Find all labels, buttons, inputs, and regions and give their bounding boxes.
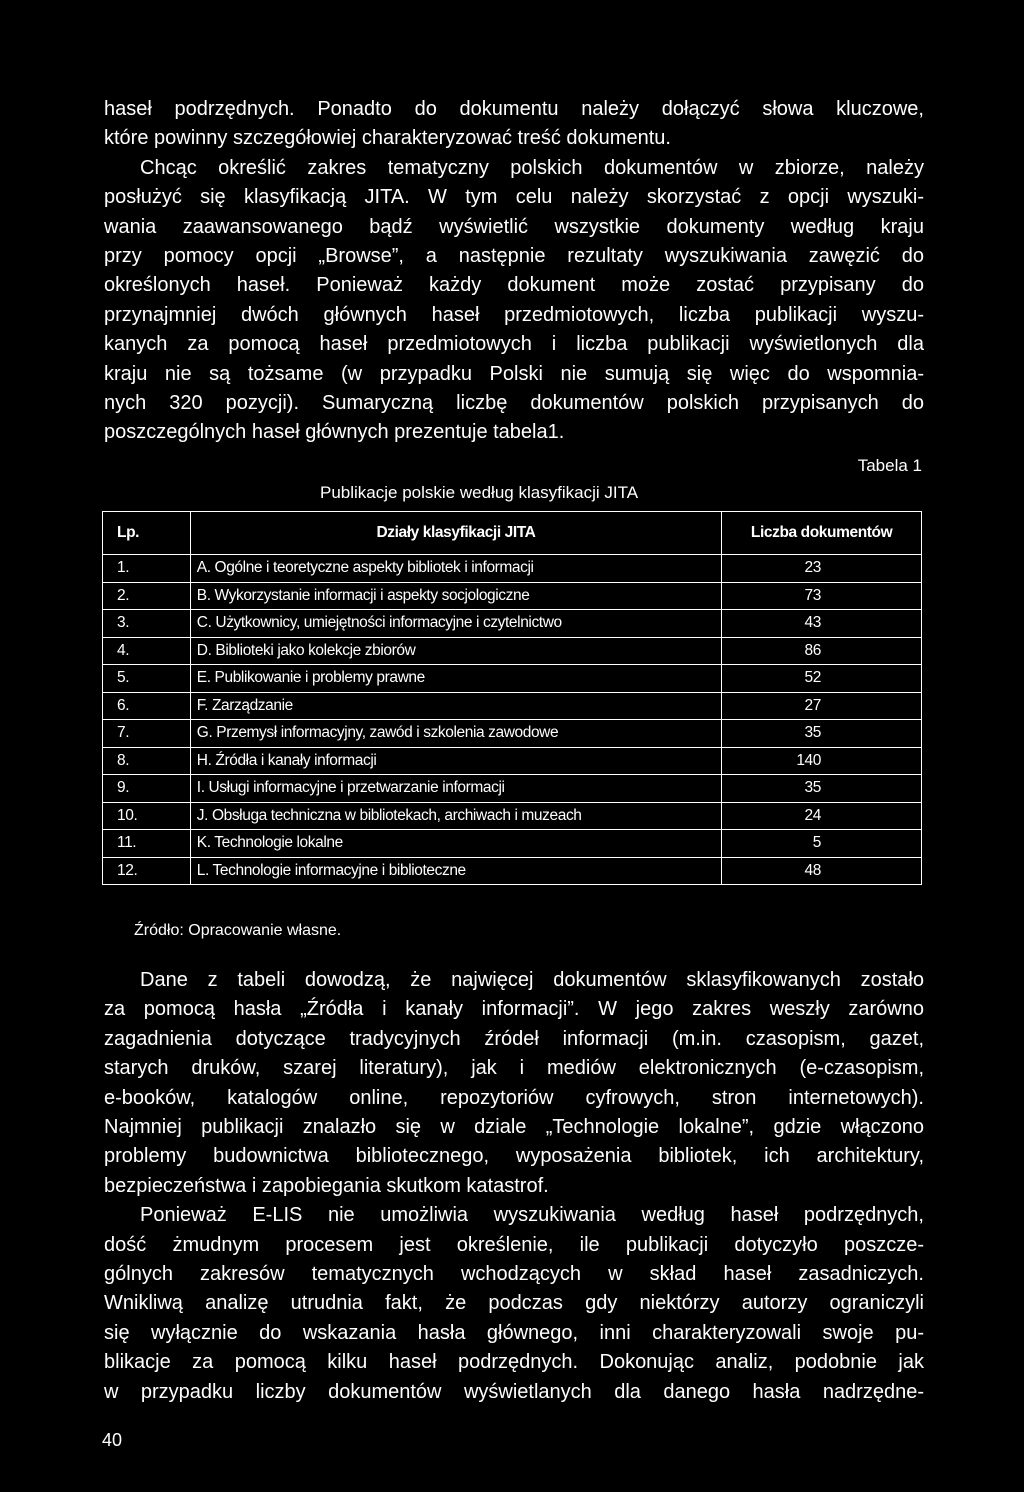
cell-liczba: 24	[722, 802, 922, 830]
cell-lp: 4.	[103, 637, 191, 665]
cell-dzial: I. Usługi informacyjne i przetwarzanie informacji	[190, 775, 721, 803]
cell-dzial: D. Biblioteki jako kolekcje zbiorów	[190, 637, 721, 665]
cell-dzial: A. Ogólne i teoretyczne aspekty bibliotek i informacji	[190, 555, 721, 583]
cell-liczba: 52	[722, 665, 922, 693]
text-line: kraju nie są tożsame (w przypadku Polski nie sumują się więc do wspomnia-	[104, 362, 924, 385]
text-line: przynajmniej dwóch głównych haseł przedmiotowych, liczba publikacji wyszu-	[104, 303, 924, 326]
cell-liczba: 48	[722, 857, 922, 885]
text-line: zagadnienia dotyczące tradycyjnych źródeł informacji (m.in. czasopism, gazet,	[104, 1027, 924, 1050]
text-line: blikacje za pomocą kilku haseł podrzędnych. Dokonując analiz, podobnie jak	[104, 1351, 924, 1374]
text-line: nych 320 pozycji). Sumaryczną liczbę dokumentów polskich przypisanych do	[104, 392, 924, 415]
text-line: Dane z tabeli dowodzą, że najwięcej dokumentów sklasyfikowanych zostało	[140, 969, 924, 991]
cell-liczba: 35	[722, 720, 922, 748]
cell-lp: 5.	[103, 665, 191, 693]
cell-liczba: 86	[722, 637, 922, 665]
cell-lp: 3.	[103, 610, 191, 638]
cell-liczba: 5	[722, 830, 922, 858]
table-number-label: Tabela 1	[857, 456, 922, 475]
table-row	[103, 720, 922, 748]
cell-dzial: C. Użytkownicy, umiejętności informacyjne i czytelnictwo	[190, 610, 721, 638]
table-row	[103, 555, 922, 583]
cell-lp: 9.	[103, 775, 191, 803]
text-line: problemy budownictwa bibliotecznego, wyposażenia bibliotek, ich architektury,	[104, 1145, 924, 1168]
table-row	[103, 747, 922, 775]
cell-liczba: 73	[722, 582, 922, 610]
text-line: za pomocą hasła „Źródła i kanały informacji”. W jego zakres weszły zarówno	[104, 998, 924, 1021]
cell-dzial: H. Źródła i kanały informacji	[190, 747, 721, 775]
cell-lp: 2.	[103, 582, 191, 610]
table-row	[103, 830, 922, 858]
cell-liczba: 27	[722, 692, 922, 720]
text-line: starych druków, szarej literatury), jak i mediów elektronicznych (e-czasopism,	[104, 1057, 924, 1080]
table-title: Publikacje polskie według klasyfikacji JITA	[320, 483, 639, 502]
page-number: 40	[102, 1430, 123, 1450]
text-line: kanych za pomocą haseł przedmiotowych i liczba publikacji wyświetlonych dla	[104, 333, 924, 356]
text-line: bezpieczeństwa i zapobiegania skutkom katastrof.	[104, 1174, 549, 1197]
text-line: posłużyć się klasyfikacją JITA. W tym celu należy skorzystać z opcji wyszuki-	[104, 186, 924, 209]
cell-liczba: 43	[722, 610, 922, 638]
text-line: się wyłącznie do wskazania hasła głównego, inni charakteryzowali swoje pu-	[104, 1321, 924, 1344]
text-line: dość żmudnym procesem jest określenie, ile publikacji dotyczyło poszcze-	[104, 1233, 924, 1256]
cell-dzial: E. Publikowanie i problemy prawne	[190, 665, 721, 693]
text-line: e-booków, katalogów online, repozytoriów cyfrowych, stron internetowych).	[104, 1086, 924, 1109]
table-row	[103, 665, 922, 693]
header-lp: Lp.	[103, 512, 191, 555]
text-line: Najmniej publikacji znalazło się w dziale „Technologie lokalne”, gdzie włączono	[104, 1116, 924, 1139]
cell-dzial: F. Zarządzanie	[190, 692, 721, 720]
header-dzial: Działy klasyfikacji JITA	[190, 512, 721, 555]
table-row	[103, 610, 922, 638]
cell-liczba: 23	[722, 555, 922, 583]
header-liczba: Liczba dokumentów	[722, 512, 922, 555]
cell-lp: 1.	[103, 555, 191, 583]
cell-lp: 7.	[103, 720, 191, 748]
text-line: które powinny szczegółowiej charakteryzować treść dokumentu.	[104, 127, 671, 150]
cell-dzial: J. Obsługa techniczna w bibliotekach, archiwach i muzeach	[190, 802, 721, 830]
table-row	[103, 692, 922, 720]
cell-lp: 6.	[103, 692, 191, 720]
text-line: Ponieważ E-LIS nie umożliwia wyszukiwania według haseł podrzędnych,	[140, 1204, 924, 1227]
body-paragraph-bottom	[104, 966, 924, 1407]
text-line: haseł podrzędnych. Ponadto do dokumentu należy dołączyć słowa kluczowe,	[104, 98, 924, 120]
table-row	[103, 582, 922, 610]
table-source-note: Źródło: Opracowanie własne.	[134, 922, 342, 939]
cell-dzial: G. Przemysł informacyjny, zawód i szkolenia zawodowe	[190, 720, 721, 748]
cell-dzial: B. Wykorzystanie informacji i aspekty socjologiczne	[190, 582, 721, 610]
cell-liczba: 35	[722, 775, 922, 803]
body-paragraph-top	[104, 95, 924, 448]
text-line: Chcąc określić zakres tematyczny polskich dokumentów w zbiorze, należy	[140, 156, 924, 179]
cell-lp: 10.	[103, 802, 191, 830]
text-line: Wnikliwą analizę utrudnia fakt, że podczas gdy niektórzy autorzy ograniczyli	[104, 1292, 924, 1315]
cell-dzial: L. Technologie informacyjne i biblioteczne	[190, 857, 721, 885]
jita-classification-table	[102, 511, 922, 885]
text-line: w przypadku liczby dokumentów wyświetlanych dla danego hasła nadrzędne-	[104, 1380, 924, 1403]
cell-liczba: 140	[722, 747, 922, 775]
text-line: gólnych zakresów tematycznych wchodzących w skład haseł zasadniczych.	[104, 1263, 924, 1286]
text-line: przy pomocy opcji „Browse”, a następnie rezultaty wyszukiwania zawęzić do	[104, 245, 924, 268]
table-header-row	[103, 512, 922, 555]
table-row	[103, 857, 922, 885]
cell-lp: 8.	[103, 747, 191, 775]
table-row	[103, 802, 922, 830]
cell-lp: 11.	[103, 830, 191, 858]
cell-dzial: K. Technologie lokalne	[190, 830, 721, 858]
text-line: określonych haseł. Ponieważ każdy dokument może zostać przypisany do	[104, 274, 924, 297]
text-line: poszczególnych haseł głównych prezentuje tabela1.	[104, 421, 565, 444]
text-line: wania zaawansowanego bądź wyświetlić wszystkie dokumenty według kraju	[104, 215, 924, 238]
table-row	[103, 775, 922, 803]
cell-lp: 12.	[103, 857, 191, 885]
table-row	[103, 637, 922, 665]
